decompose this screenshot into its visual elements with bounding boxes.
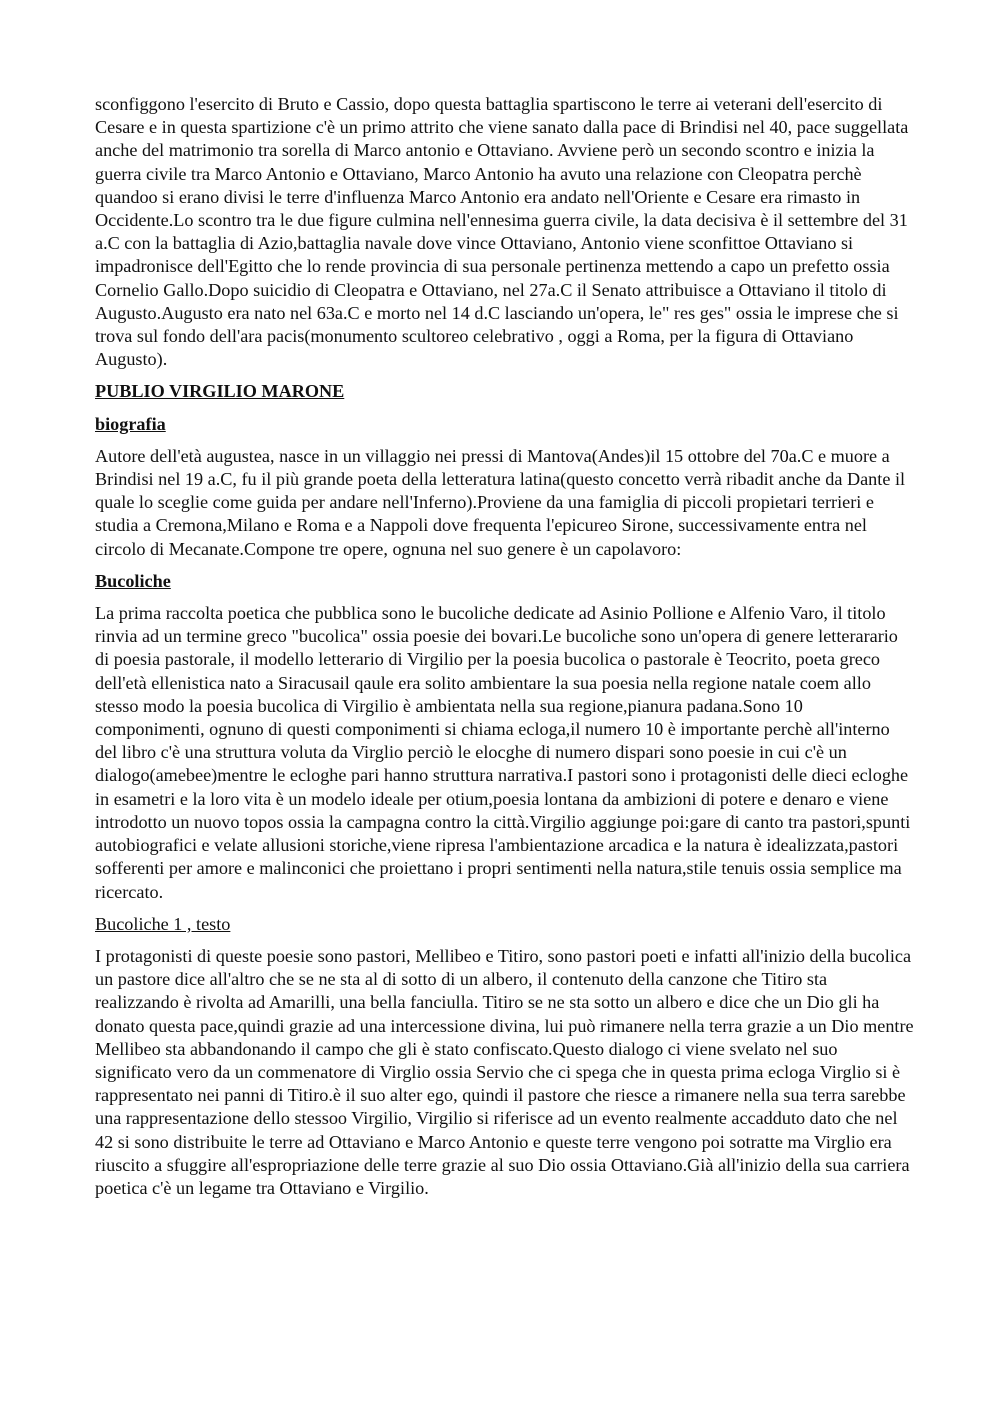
biografia-paragraph: Autore dell'età augustea, nasce in un villaggio nei pressi di Mantova(Andes)il 15 ottobre del 70a.C e muore a Brindisi nel 19 a.C, fu il più grande poeta della letteratura latina(questo concetto verrà ribadit anche da Dante il quale lo sceglie come guida per andare nell'Inferno).Proviene da una famiglia di piccoli propietari terrieri e studia a Cremona,Milano e Roma e a Nappoli dove frequenta l'epicureo Sirone, successivamente entra nel circolo di Mecanate.Compone tre opere, ognuna nel suo genere è un capolavoro: — [95, 445, 906, 559]
biografia-heading: biografia — [95, 413, 166, 434]
bucoliche-heading: Bucoliche — [95, 570, 171, 591]
bucoliche1-heading: Bucoliche 1 , testo — [95, 913, 231, 934]
document-page — [95, 93, 915, 1209]
section-title: PUBLIO VIRGILIO MARONE — [95, 381, 345, 402]
bucoliche1-paragraph: I protagonisti di queste poesie sono pastori, Mellibeo e Titiro, sono pastori poeti e infatti all'inizio della bucolica un pastore dice all'altro che se ne sta al di sotto di un albero, il contenuto della canzone che Titiro sta realizzando è rivolta ad Amarilli, una bella fanciulla. Titiro se ne sta sotto un albero e dice che un Dio gli ha donato questa pace,quindi grazie ad una intercessione divina, lui può rimanere nella terra grazie a un Dio mentre Mellibeo sta abbandonando il campo che gli è stato confiscato.Questo dialogo ci viene svelato nel suo significato vero da un commenatore di Virglio ossia Servio che ci spega che in questa prima ecloga Virglio si è rappresentato nei panni di Titiro.è il suo alter ego, quindi il pastore che riesce a rimanere nella sua terra sarebbe una rappresentazione dello stessoo Virgilio, Virgilio si riferisce ad un evento realmente accadduto dato che nel 42 si sono distribuite le terre ad Ottaviano e Marco Antonio e queste terre vengono poi sotratte ma Virglio era riuscito a sfuggire all'espropriazione delle terre grazie al suo Dio ossia Ottaviano.Già all'inizio della sua carriera poetica c'è un legame tra Ottaviano e Virgilio. — [95, 945, 914, 1198]
intro-paragraph: sconfiggono l'esercito di Bruto e Cassio, dopo questa battaglia spartiscono le terre ai veterani dell'esercito di Cesare e in questa spartizione c'è un primo attrito che viene sanato dalla pace di Brindisi nel 40, pace suggellata anche del matrimonio tra sorella di Marco antonio e Ottaviano. Avviene però un secondo scontro e inizia la guerra civile tra Marco Antonio e Ottaviano, Marco Antonio ha avuto una relazione con Cleopatra perchè quandoo si erano divisi le terre d'influenza Marco Antonio era andato nell'Oriente e Cesare era rimasto in Occidente.Lo scontro tra le due figure culmina nell'ennesima guerra civile, la data decisiva è il settembre del 31 a.C con la battaglia di Azio,battaglia navale dove vince Ottaviano, Antonio viene sconfittoe Ottaviano si impadronisce dell'Egitto che lo rende provincia di sua personale pertinenza mettendo a capo un prefetto ossia Cornelio Gallo.Dopo suicidio di Cleopatra e Ottaviano, nel 27a.C il Senato attribuisce a Ottaviano il titolo di Augusto.Augusto era nato nel 63a.C e morto nel 14 d.C lasciando un'opera, le" res ges" ossia le imprese che si trova sul fondo dell'ara pacis(monumento scultoreo celebrativo , oggi a Roma, per la figura di Ottaviano Augusto). — [95, 94, 909, 370]
bucoliche-paragraph: La prima raccolta poetica che pubblica sono le bucoliche dedicate ad Asinio Pollione e Alfenio Varo, il titolo rinvia ad un termine greco "bucolica" ossia poesie dei bovari.Le bucoliche sono un'opera di genere letterarario di poesia pastorale, il modello letterario di Virgilio per la poesia bucolica o pastorale è Teocrito, poeta greco dell'età ellenistica nato a Siracusail qaule era solito ambientare la sua poesia nella regione natale coem allo stesso modo la poesia bucolica di Virgilio è ambientata nella sua regione,pianura padana.Sono 10 componimenti, ognuno di questi componimenti si chiama ecloga,il numero 10 è importante perchè all'interno del libro c'è una struttura voluta da Virglio perciò le elocghe di numero dispari sono poesie in cui c'è un dialogo(amebee)mentre le ecloghe pari hanno struttura narrativa.I pastori sono i protagonisti delle dieci ecloghe in esametri e la loro vita è un modelo ideale per otium,poesia lontana da ambizioni di potere e denaro e viene introdotto un nuovo topos ossia la campagna contro la città.Virgilio aggiunge poi:gare di canto tra pastori,spunti autobiografici e velate allusioni storiche,viene ripresa l'ambientazione arcadica e la natura è idealizzata,pastori sofferenti per amore e malinconici che proiettano i propri sentimenti nella natura,stile tenuis ossia semplice ma ricercato. — [95, 603, 911, 902]
